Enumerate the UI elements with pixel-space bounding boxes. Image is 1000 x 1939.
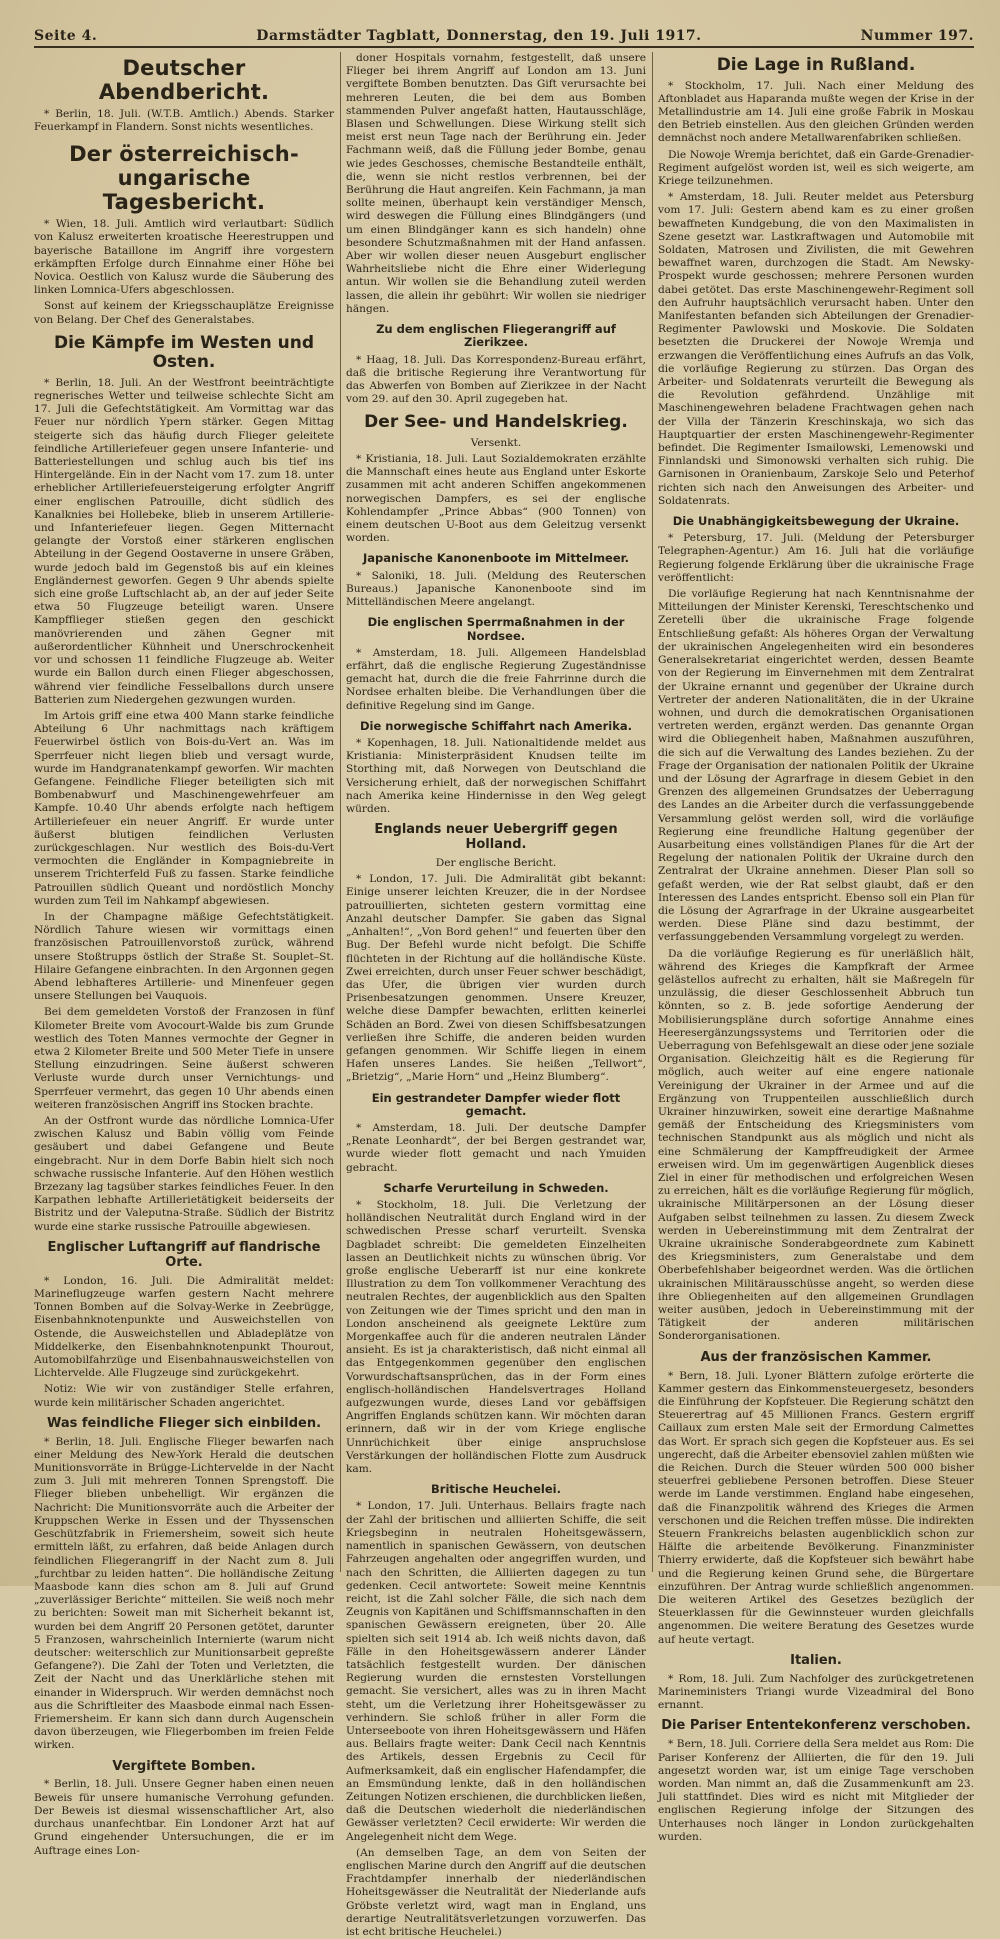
article-paragraph: Notiz: Wie wir von zuständiger Stelle erfahren, wurde kein militärischer Schaden angerichtet. — [34, 1383, 334, 1409]
article-headline: Scharfe Verurteilung in Schweden. — [383, 1180, 609, 1195]
article — [34, 1417, 334, 1753]
article — [346, 413, 646, 545]
article — [658, 1719, 974, 1844]
article-paragraph: Bei dem gemeldeten Vorstoß der Franzosen in fünf Kilometer Breite vom Avocourt-Walde bis zum Grunde westlich des Toten Mannes vermochte der Gegner in etwa 2 Kilometer Breite und 500 Meter Tiefe in unsere Stellung einzudringen. Seine äußerst schweren Verluste wurde durch unser Vernichtungs- und Sperrfeuer vermehrt, das gegen 10 Uhr abends einen weiteren französischen Angriff ins Stocken brachte. — [34, 1006, 334, 1111]
article-paragraph: * Bern, 18. Juli. Corriere della Sera meldet aus Rom: Die Pariser Konferenz der Alliierten, die für den 19. Juli angesetzt worden war, ist um einige Tage verschoben worden. Man nimmt an, daß die Zusammenkunft am 23. Juli stattfindet. Dies wird es nicht mit Mitglieder der englischen Regierung infolge der Sitzungen des Unterhauses noch länger in London zurückgehalten wurden. — [658, 1738, 974, 1843]
article-headline: Deutscher Abendbericht. — [98, 56, 270, 105]
article — [346, 1483, 646, 1939]
newspaper-title: Darmstädter Tagblatt, Donnerstag, den 19. Juli 1917. — [256, 28, 702, 44]
article-paragraph: * Kopenhagen, 18. Juli. Nationaltidende meldet aus Kristiania: Ministerpräsident Knudsen teilte im Storthing mit, daß Norwegen von Deutschland die Versicherung erhielt, daß der norwegischen Schiffahrt nach Amerika keine Hindernisse in den Weg gelegt würden. — [346, 736, 646, 815]
article-subheading: Versenkt. — [470, 436, 522, 449]
article-paragraph: * London, 17. Juli. Unterhaus. Bellairs fragte nach der Zahl der britischen und alliierten Schiffe, die seit Kriegsbeginn in neutralen Hoheitsgewässern, namentlich in spanischen Gewässern, von deutschen Fahrzeugen angehalten oder angegriffen wurden, und nach den Schritten, die Alliierten dagegen zu tun gedenken. Cecil antwortete: Soweit meine Kenntnis reicht, ist die Zahl solcher Fälle, die sich nach dem Zeugnis von Kapitänen und Schiffsmannschaften in den spanischen Gewässern ereigneten, über 20. Alle spielten sich seit 1914 ab. Ich weiß nichts davon, daß Fälle in den Hoheitsgewässern anderer Länder tatsächlich festgestellt wurden. Der dänischen Regierung wurden die ernstesten Vorstellungen gemacht. Sie versichert, alles was zu in ihren Macht steht, um die Verletzung ihrer Hoheitsgewässer zu verhindern. Sie schloß früher in aller Form die Unterseeboote von ihren Hoheitsgewässern und Häfen aus. Bellairs fragte weiter: Dank Cecil nach Kenntnis des Artikels, dessen Ergebnis zu Cecil für Aufmerksamkeit, daß ein englischer Hafendampfer, die an Emsmündung lenkte, daß in den holländischen Zeitungen Notizen erschienen, die durchblicken ließen, daß die Deutschen wiederholt die niederländischen Gewässer verletzten? Cecil erwiderte: Wir werden die Angelegenheit nicht dem Wege. — [346, 1500, 646, 1843]
article-paragraph: * Stockholm, 18. Juli. Die Verletzung der holländischen Neutralität durch England wird in der schwedischen Presse scharf verurteilt. Svenska Dagbladet schreibt: Die gemeldeten Einzelheiten lassen an Deutlichkeit nichts zu wünschen übrig. Vor große englische Ueberarff ist nur eine konkrete Illustration zu dem Ton vollkommener Verachtung des neutralen Rechtes, der augenblicklich aus den Spalten von Zeitungen wie der Times spricht und den man in London anscheinend als geeignete Lektüre zum Morgenkaffee auch für die anderen neutralen Länder ansieht. Es ist ja charakteristisch, daß nicht einmal all das Entgegenkommen gegenüber den englischen Vorwurdschaftsansprüchen, das in der Form eines englisch-holländischen Handelsvertrages Holland aufgezwungen wurde, dieses Land vor gebäffsigen Angriffen Englands schützen kann. Wir möchten daran erinnern, daß wir in der vom Kriege englische Unnrüchichkeit über einige anspruchslose Verstärkungen der holländischen Flotte zum Ausdruck kam. — [346, 1199, 646, 1476]
article-headline: Englischer Luftangriff auf flandrische Orte. — [47, 1239, 321, 1270]
article — [346, 1092, 646, 1175]
article-paragraph: * London, 16. Juli. Die Admiralität meldet: Marineflugzeuge warfen gestern Nacht mehrere Tonnen Bomben auf die Solvay-Werke in Zeebrügge, Eisenbahnknotenpunkte und Ausweichstellen von Ostende, die Ausweichstellen und Abladeplätze von Middelkerke, den Eisenbahnknotenpunkt Thourout, Automobilfahrzüge und Eisenbahnausweichstellen von Lichtervelde. Alle Flugzeuge sind zurückgekehrt. — [34, 1274, 334, 1380]
column-divider — [652, 52, 653, 1572]
article — [34, 56, 334, 135]
article-headline: Die Pariser Ententekonferenz verschoben. — [661, 1718, 971, 1734]
article-headline: Zu dem englischen Fliegerangriff auf Zierikzee. — [376, 322, 616, 350]
article-paragraph: * Petersburg, 17. Juli. (Meldung der Petersburger Telegraphen-Agentur.) Am 16. Juli hat die vorläufige Regierung folgende Erklärung über die ukrainische Frage veröffentlicht: — [658, 532, 974, 584]
article-headline: Der österreichisch-ungarische Tagesbericht. — [69, 141, 299, 214]
article-paragraph: * Bern, 18. Juli. Lyoner Blättern zufolge erörterte die Kammer gestern das Einkommensteuergesetz, besonders die Einführung der Kopfsteuer. Die Regierung schätzt den Steuerertrag auf 45 Millionen Francs. Gestern ergriff Caillaux zum ersten Male seit der Ermordung Calmettes das Wort. Er sprach sich gegen die Kopfsteuer aus. Es sei ungerecht, daß die Arbeiter ebensoviel zahlen müßten wie die Reichen. Durch die Steuer würden 500 000 bisher steuerfrei gebliebene Personen betroffen. Diese Steuer werde im Lande verstimmen. England habe eingesehen, daß die Finanzpolitik während des Krieges die Armen verschonen und die Reichen treffen müsse. Die indirekten Steuern Frankreichs belasten augenblicklich schon zur Hälfte die arbeitende Bevölkerung. Finanzminister Thierry erwiderte, daß die Kopfsteuer sich bewährt habe und die Regierung keinen Grund sehe, die Bürgertare einzuführen. Der Antrag wurde schließlich angenommen. Die weiteren Artikel des Gesetzes bezüglich der Steuerklassen für die Gewinnsteuer wurden gleichfalls angenommen. Die weitere Beratung des Gesetzes wurde auf heute vertagt. — [658, 1369, 974, 1646]
article-paragraph: * London, 17. Juli. Die Admiralität gibt bekannt: Einige unserer leichten Kreuzer, die in der Nordsee patrouillierten, sichteten gestern vormittag eine Anzahl deutscher Dampfer. Sie gaben das Signal „Anhalten!“, „Von Bord gehen!“ und feuerten über den Bug. Der Befehl wurde nicht befolgt. Die Schiffe flüchteten in der Richtung auf die holländische Küste. Zwei erreichten, durch unser Feuer schwer beschädigt, das Ufer, die übrigen vier wurden durch Prisenbesatzungen genommen. Unsere Kreuzer, welche diese Dampfer bewachten, erlitten keinerlei Schäden an Bord. Zwei von diesen Schiffsbesatzungen verließen ihre Schiffe, die anderen beiden wurden gefangen genommen. Wir Schiffe liegen in einem Hafen unseres Landes. Sie heißen „Tellwort“, „Brietzig“, „Marie Horn“ und „Heinz Blumberg“. — [346, 873, 646, 1084]
column-2 — [346, 52, 646, 1938]
article-paragraph: * Saloniki, 18. Juli. (Meldung des Reuterschen Bureaus.) Japanische Kanonenboote sind im Mittelländischen Meere angelangt. — [346, 569, 646, 609]
article-paragraph: Sonst auf keinem der Kriegsschauplätze Ereignisse von Belang. Der Chef des Generalstabes. — [34, 300, 334, 326]
article-headline: Aus der französischen Kammer. — [700, 1349, 932, 1365]
masthead — [34, 22, 974, 44]
article-headline: Die Lage in Rußland. — [716, 55, 916, 75]
article — [346, 323, 646, 406]
article-paragraph: * Rom, 18. Juli. Zum Nachfolger des zurückgetretenen Marineministers Triangi wurde Vizeadmiral del Bono ernannt. — [658, 1672, 974, 1712]
issue-number: Nummer 197. — [860, 28, 974, 44]
article-paragraph: doner Hospitals vornahm, festgestellt, daß unsere Flieger bei ihrem Angriff auf London am 13. Juni vergiftete Bomben benutzten. Das Gift verursachte bei mehreren Leuten, die bei dem aus Bomben stammenden Pulver angefaßt hatten, Hautausschläge, Blasen und Schwellungen. Diese Wirkung stellt sich meist erst neun Tage nach der Berührung ein. Jeder Fachmann weiß, daß die Füllung jeder Bombe, genau wie jedes Geschosses, chemische Bestandteile enthält, die, wenn sie nicht restlos verbrennen, bei der Berührung die Haut angreifen. Kein Fachmann, ja man sollte meinen, überhaupt kein verständiger Mensch, wird deswegen die Füllung eines Blindgängers (und um einen Blindgänger kann es sich handeln) ohne besondere Schutzmaßnahmen mit der Hand anfassen. Aber wir wollen dieser neuen Ausgeburt englischer Wahrheitsliebe nicht die Ehre einer Widerlegung antun. Wir wollen sie die Behandlung zuteil werden lassen, die allein ihr gebührt: Wir wollen sie niedriger hängen. — [346, 52, 646, 315]
column-divider — [340, 52, 341, 1572]
article-headline: Ein gestrandeter Dampfer wieder flott gemacht. — [371, 1090, 621, 1118]
article — [34, 334, 334, 1234]
article-headline: Die Unabhängigkeitsbewegung der Ukraine. — [672, 514, 960, 529]
article-headline: Was feindliche Flieger sich einbilden. — [46, 1415, 322, 1431]
article — [346, 1182, 646, 1476]
article — [34, 1241, 334, 1410]
article-paragraph: An der Ostfront wurde das nördliche Lomnica-Ufer zwischen Kalusz und Babin völlig vom Feinde gesäubert und dabei Gefangene und Beute eingebracht. Nur in dem Dorfe Babin hielt sich noch schwache russische Infanterie. Auf den Höhen westlich Brzezany lag tagsüber starkes feindliches Feuer. In den Karpathen lebhafte Artillerietätigkeit beiderseits der Bistritz und der Valeputna-Straße. Südlich der Bistritz wurde eine starke russische Patrouille abgewiesen. — [34, 1115, 334, 1233]
article-paragraph: * Stockholm, 17. Juli. Nach einer Meldung des Aftonbladet aus Haparanda mußte wegen der Krise in der Metallindustrie am 14. Juli eine große Fabrik in Moskau den Betrieb einstellen. Aus den gleichen Gründen werden demnächst noch andere Metallwarenfabriken schließen. — [658, 79, 974, 145]
article-paragraph: Da die vorläufige Regierung es für unerläßlich hält, während des Krieges die Kampfkraft der Armee gelästellos aufrecht zu erhalten, hält sie Maßregeln für unzulässig, die dieser Geschlossenheit Abbruch tun könnten, so z. B. jede sofortige Aenderung der Mobilisierungspläne durch sofortige Annahme eines Heeresergänzungssystems und Territorien oder die Ueberragung von Befehlsgewalt an diese oder jene soziale Organisation. Gleichzeitig hält es die Regierung für möglich, auch weiter auf eine engere nationale Vereinigung der Ukrainer in der Armee und auf die Ergänzung von Truppenteilen ausschließlich durch Ukrainer hinzuwirken, soweit eine derartige Maßnahme gemäß der Entscheidung des Kriegsministers vom technischen Standpunkt aus als möglich und nicht als eine Schmälerung der Kampffreudigkeit der Armee erweisen wird. Um im gegenwärtigen Augenblick dieses Ziel in einer für methodischen und erfolgreichen Wesen zu erreichen, hält es die vorläufige Regierung für möglich, ukrainische Militärpersonen an der Lösung dieser Aufgaben selbst teilnehmen zu lassen. Zu diesem Zweck werden in Uebereinstimmung mit dem Zentralrat der Ukraine ukrainische Sonderabgeordnete zum Kabinett des Kriegsministers, zum Generalstabe und dem Oberbefehlshaber beigeordnet werden. Was die örtlichen ukrainischen Militärausschüsse angeht, so werden diese ihre Obliegenheiten auf den allgemeinen Grundlagen weiter ausüben, jedoch in Uebereinstimmung mit der Tätigkeit der anderen militärischen Sonderorganisationen. — [658, 947, 974, 1343]
column-3 — [658, 52, 974, 1843]
article-subheading: Der englische Bericht. — [435, 857, 557, 870]
article-paragraph: * Kristiania, 18. Juli. Laut Sozialdemokraten erzählte die Mannschaft eines heute aus England unter Eskorte zusammen mit acht anderen Schiffen angekommenen norwegischen Dampfers, es sei der englische Kohlendampfer „Prince Abbas“ (900 Tonnen) von einem deutschen U-Boot aus dem Geleitzug versenkt worden. — [346, 453, 646, 545]
article-headline: Japanische Kanonenboote im Mittelmeer. — [362, 551, 630, 566]
header-rule — [34, 46, 974, 48]
article-headline: Englands neuer Uebergriff gegen Holland. — [374, 822, 618, 853]
article-paragraph: * Berlin, 18. Juli. (W.T.B. Amtlich.) Abends. Starker Feuerkampf in Flandern. Sonst nichts wesentliches. — [34, 108, 334, 134]
article-paragraph: Die vorläufige Regierung hat nach Kenntnisnahme der Mitteilungen der Minister Kerenski, Tereschtschenko und Zeretelli über die ukrainische Frage folgende Entschließung gefaßt: Als höheres Organ der Verwaltung der ukrainischen Angelegenheiten wird ein besonderes Generalsekretariat eingerichtet werden, dessen Beamte von der Regierung im Einvernehmen mit dem Zentralrat der Ukraine ernannt und gegenüber der Ukraine durch Vertreter der anderen Nationalitäten, die in der Ukraine wohnen, und durch die demokratischen Organisationen vertreten werden, ergänzt werden. Das genannte Organ wird die Obliegenheit haben, Maßnahmen auszuführen, die sich auf die Verwaltung des Landes beziehen. Zu der Frage der Organisation der nationalen Politik der Ukraine und der Lösung der Agrarfrage in diesem Gebiet in den Grenzen des allgemeinen Grundsatzes der Ueberragung des Landes an die Arbeiter durch die verfassunggebende Versammlung gelöst werden soll, wird die vorläufige Regierung eine freundliche Haltung gegenüber der Ausarbeitung eines vollständigen Planes für die Art der Regelung der nationalen Politik der Ukraine durch den Zentralrat der Ukraine annehmen. Dieser Plan soll so gefaßt werden, wie der Rat selbst glaubt, daß er den Interessen des Landes entspricht. Ebenso soll ein Plan für die Lösung der Agrarfrage in der Ukraine ausgearbeitet werden. Diese Pläne sind dazu bestimmt, der verfassunggebenden Versammlung vorgelegt zu werden. — [658, 588, 974, 944]
article — [346, 552, 646, 609]
article — [34, 142, 334, 327]
article-paragraph: * Haag, 18. Juli. Das Korrespondenz-Bureau erfährt, daß die britische Regierung ihre Verantwortung für das Abwerfen von Bomben auf Zierikzee in der Nacht vom 29. auf den 30. April zugegeben hat. — [346, 353, 646, 406]
article-headline: Italien. — [790, 1652, 842, 1668]
article-paragraph: Die Nowoje Wremja berichtet, daß ein Garde-Grenadier-Regiment aufgelöst worden ist, weil es sich weigerte, am Kriege teilzunehmen. — [658, 148, 974, 187]
article-paragraph: In der Champagne mäßige Gefechtstätigkeit. Nördlich Tahure wiesen wir vormittags einen französischen Patrouillenvorstoß zurück, während unsere Stoßtrupps östlich der Straße St. Souplet–St. Hilaire Gefangene einbrachten. In den Argonnen gegen Abend lebhafteres Artillerie- und Minenfeuer gegen unsere Stellungen bei Vauquois. — [34, 910, 334, 1003]
article — [34, 1760, 334, 1858]
article — [658, 1351, 974, 1647]
article — [346, 616, 646, 712]
article — [346, 52, 646, 316]
article-paragraph: * Amsterdam, 18. Juli. Reuter meldet aus Petersburg vom 17. Juli: Gestern abend kam es zu einer großen bewaffneten Kundgebung, die von den Maximalisten in Szene gesetzt war. Lastkraftwagen und Automobile mit Soldaten, Matrosen und Zivilisten, die mit Gewehren bewaffnet waren, durchzogen die Stadt. Am Newsky-Prospekt wurde geschossen; mehrere Personen wurden dabei getötet. Das erste Maschinengewehr-Regiment soll den Aufruhr hauptsächlich verursacht haben. Unter den Manifestanten befanden sich Abteilungen der Grenadier-Regimenter Pawlowski und Moskovie. Die Soldaten besetzten die Druckerei der Nowoje Wremja und erzwangen die Veröffentlichung eines Aufrufs an das Volk, die vorläufige Regierung zu stürzen. Das Organ des Arbeiter- und Soldatenrats verurteilt die Bewegung als die Revolution gefährdend. Unzählige mit Maschinengewehren beladene Frachtwagen gehen nach der Villa der Tänzerin Kreschinskaja, wo sich das Hauptquartier der ersten Maschinengewehr-Regimenter befindet. Die Regimenter Ismailowski, Lemenowski und Finnlandski und Simonowski verhalten sich ruhig. Die Garnisonen in Oranienbaum, Zarskoje Selo und Peterhof richten sich nach den Anweisungen des Arbeiter- und Soldatenrats. — [658, 191, 974, 507]
article-headline: Britische Heuchelei. — [431, 1482, 561, 1497]
article — [346, 720, 646, 816]
article — [658, 56, 974, 508]
column-1 — [34, 52, 334, 1857]
article-paragraph: * Berlin, 18. Juli. Englische Flieger bewarfen nach einer Meldung des New-York Herald die deutschen Munitionsvorräte in Brügge-Lichtervelde in der Nacht zum 3. Juli mit mehreren Tonnen Sprengstoff. Die Flieger blieben unbehelligt. Wir ergänzen die Nachricht: Die Munitionsvorräte auch die Arbeiter der Kruppschen Werke in Essen und der Thyssenschen Geschützfabrik in Friemersheim, soweit sich heute ermitteln läßt, zu erfahren, daß beide Anlagen durch feindlichen Fliegerangriff in der Nacht zum 8. Juli „furchtbar zu leiden hatten“. Die holländische Zeitung Maasbode kann dies schon am 8. Juli auf Grund „zuverlässiger Berichte“ mitteilen. Sie weiß noch mehr zu berichten: Soweit man mit Sicherheit bekannt ist, wurden bei dem Angriff 20 Personen getötet, darunter 5 Franzosen, wahrscheinlich Internierte (warum nicht deutscher: weiterschlich zur Munitionsarbeit gepreßte Gefangene?). Die Zahl der Toten und Verletzten, die Zeit der Nacht und das Unerklärliche stehen mit einander in Widerspruch. Wir werden demnächst noch aus die Schriftleiter des Maasbode einmal nach Essen-Friemersheim. Er kann sich dann durch Augenschein davon überzeugen, wie Fliegerbomben im freien Felde wirken. — [34, 1435, 334, 1752]
article-paragraph: * Berlin, 18. Juli. Unsere Gegner haben einen neuen Beweis für unsere humanische Verrohung gefunden. Der Beweis ist diesmal wissenschaftlicher Art, also durchaus unanfechtbar. Ein Londoner Arzt hat auf Grund eingehender Untersuchungen, die er im Auftrage eines Lon- — [34, 1778, 334, 1857]
article-paragraph: * Wien, 18. Juli. Amtlich wird verlautbart: Südlich von Kalusz erweiterten kroatische Heerestruppen und bayerische Bataillone im Angriff ihre vorgestern erkämpften Erfolge durch Einnahme einer Höhe bei Novica. Oestlich von Kalusz wurde die Säuberung des linken Lomnica-Ufers abgeschlossen. — [34, 218, 334, 297]
article-paragraph: Im Artois griff eine etwa 400 Mann starke feindliche Abteilung 6 Uhr nachmittags nach kräftigem Feuerwirbel östlich von Bois-du-Vert an. Was im Sperrfeuer nicht liegen blieb und versagt wurde, wurde im Handgranatenkampf geworfen. Wir machten Gefangene. Feindliche Flieger beteiligten sich mit Bombenabwurf und Maschinengewehrfeuer am Kampfe. 10.40 Uhr abends erfolgte nach heftigem Artilleriefeuer ein neuer Angriff. Er wurde unter äußerst blutigen feindlichen Verlusten zurückgeschlagen. Nur westlich des Bois-du-Vert vermochten die Engländer in Kompagniebreite in unserem Trichterfeld Fuß zu fassen. Starke feindliche Patrouillen südlich Queant und nordöstlich Monchy wurden zum Teil im Nahkampf abgewiesen. — [34, 709, 334, 907]
article-headline: Vergiftete Bomben. — [112, 1758, 256, 1774]
article-headline: Der See- und Handelskrieg. — [364, 412, 628, 433]
article — [658, 515, 974, 1344]
article-headline: Die Kämpfe im Westen und Osten. — [53, 332, 315, 373]
page-number: Seite 4. — [34, 28, 98, 44]
article-paragraph: * Berlin, 18. Juli. An der Westfront beeinträchtigte regnerisches Wetter und teilweise schlechte Sicht am 17. Juli die Gefechtstätigkeit. Am Vormittag war das Feuer nur nördlich Ypern stärker. Gegen Mittag steigerte sich das häufig durch Flieger geleitete feindliche Artilleriefeuer gegen unsere Infanterie- und Batteriestellungen und schlug auch bis tief ins Hintergelände. Ein in der Nacht vom 17. zum 18. unter erheblicher Artilleriefeuersteigerung erfolgter Angriff einer englischen Patrouille, dicht südlich des Kanalknies bei Hollebeke, blieb in unserem Artillerie- und Infanteriefeuer liegen. Gegen Mitternacht gelangte der Vorstoß einer stärkeren englischen Abteilung in der Gegend Oostaverne in unsere Gräben, wurde jedoch bald im Gegenstoß bis auf ein kleines Engländernest geworfen. Gegen 9 Uhr abends spielte sich eine große Luftschlacht ab, an der auf jeder Seite etwa 50 Flugzeuge beteiligt waren. Unsere Kampfflieger stießen gegen den geschickt manövrierenden und zähen Gegner mit außerordentlicher Kühnheit und Unerschrockenheit vor und schossen 11 feindliche Flugzeuge ab. Weiter wurde ein Ballon durch einen Flieger abgeschossen, während vier feindliche Fesselballons durch unsere Batterien zum Niedergehen gezwungen wurden. — [34, 376, 334, 706]
article — [346, 823, 646, 1084]
article-paragraph: * Amsterdam, 18. Juli. Der deutsche Dampfer „Renate Leonhardt“, der bei Bergen gestrandet war, wurde wieder flott gemacht und nach Ymuiden gebracht. — [346, 1121, 646, 1174]
article-paragraph: (An demselben Tage, an dem von Seiten der englischen Marine durch den Angriff auf die deutschen Frachtdampfer innerhalb der niederländischen Hoheitsgewässer die Neutralität der Niederlande aufs Gröbste verletzt wird, wagt man in England, uns derartige Neutralitätsverletzungen vorzuwerfen. Das ist echt britische Heuchelei.) — [346, 1846, 646, 1938]
article-paragraph: * Amsterdam, 18. Juli. Allgemeen Handelsblad erfährt, daß die englische Regierung Zugeständnisse gemacht hat, durch die die freie Fahrrinne durch die Nordsee erhalten bleibe. Die Verhandlungen über die definitive Regelung sind im Gange. — [346, 646, 646, 712]
article-headline: Die englischen Sperrmaßnahmen in der Nordsee. — [367, 615, 625, 643]
article — [658, 1654, 974, 1713]
article-headline: Die norwegische Schiffahrt nach Amerika. — [360, 718, 632, 733]
